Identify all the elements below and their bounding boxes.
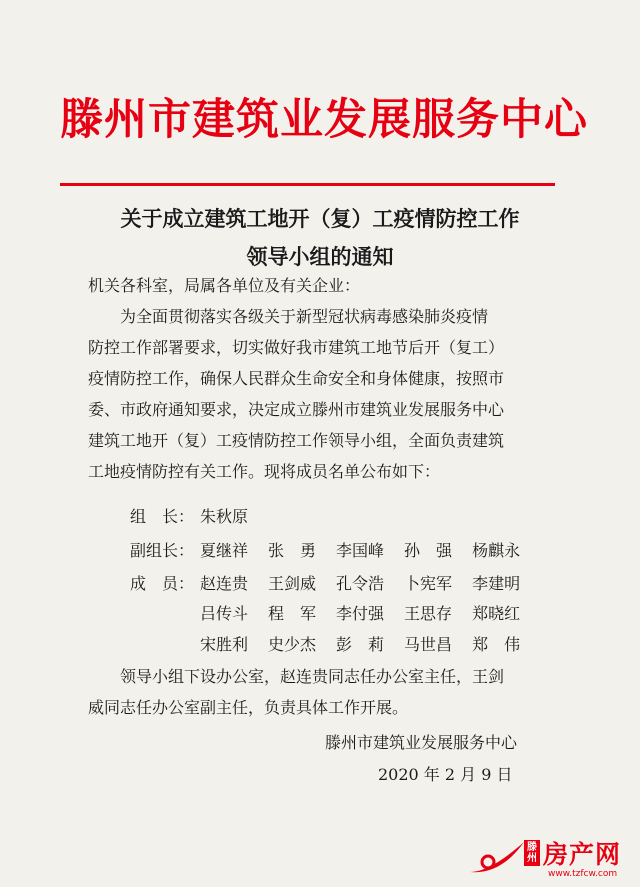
paragraph-2-line: 威同志任办公室副主任，负责具体工作开展。 [88,698,409,717]
leader-row [130,504,268,527]
paragraph-1-line: 建筑工地开（复）工疫情防控工作领导小组，全面负责建筑 [88,431,505,450]
member-name: 史少杰 [268,635,317,654]
paragraph-1-line: 疫情防控工作，确保人民群众生命安全和身体健康，按照市 [88,369,505,388]
member-name: 程 军 [268,604,317,623]
member-name: 张 勇 [268,541,317,560]
member-name: 李建明 [472,574,521,593]
paragraph-1-line: 为全面贯彻落实各级关于新型冠状病毒感染肺炎疫情 [120,307,489,326]
member-name: 吕传斗 [200,604,249,623]
member-name: 夏继祥 [200,541,249,560]
watermark-tag: 滕州 [524,840,540,866]
member-name: 孙 强 [404,541,453,560]
watermark-logo [524,836,636,870]
member-name: 孔令浩 [336,574,385,593]
members-row-1 [130,571,540,594]
notice-title-line-2: 领导小组的通知 [246,244,394,269]
deputy-role-label: 副组长： [130,541,195,560]
watermark-brand: 房产网 [543,840,622,869]
members-row-2 [130,601,540,624]
signature-date: 2020 年 2 月 9 日 [378,765,513,784]
salutation: 机关各科室，局属各单位及有关企业： [88,276,361,295]
member-name: 李国峰 [336,541,385,560]
red-divider [60,183,555,186]
masthead-title: 滕州市建筑业发展服务中心 [60,95,588,145]
member-role-label: 成 员： [130,574,195,593]
paragraph-1-line: 委、市政府通知要求，决定成立滕州市建筑业发展服务中心 [88,400,505,419]
member-name: 郑晓红 [472,604,521,623]
leader-role-label: 组 长： [130,507,195,526]
paragraph-2-line: 领导小组下设办公室，赵连贵同志任办公室主任，王剑 [120,667,505,686]
notice-title-line-1: 关于成立建筑工地开（复）工疫情防控工作 [120,206,520,231]
swoosh-logo-icon [466,838,528,878]
member-name: 杨麒永 [472,541,521,560]
member-name: 赵连贵 [200,574,249,593]
members-row-3 [130,632,540,655]
member-name: 马世昌 [404,635,453,654]
member-name: 卜宪军 [404,574,453,593]
member-name: 彭 莉 [336,635,385,654]
paragraph-1 [88,301,568,487]
member-name: 郑 伟 [472,635,521,654]
paragraph-2 [88,661,568,723]
member-name: 王思存 [404,604,453,623]
watermark-url: www.tzfcw.com [548,869,618,879]
member-name: 李付强 [336,604,385,623]
member-name: 王剑威 [268,574,317,593]
paragraph-1-line: 工地疫情防控有关工作。现将成员名单公布如下： [88,462,441,481]
signature-organization: 滕州市建筑业发展服务中心 [325,733,518,752]
member-name: 宋胜利 [200,635,249,654]
paragraph-1-line: 防控工作部署要求，切实做好我市建筑工地节后开（复工） [88,338,505,357]
site-watermark [466,836,640,887]
deputy-row [130,538,540,561]
member-name: 朱秋原 [200,507,249,526]
